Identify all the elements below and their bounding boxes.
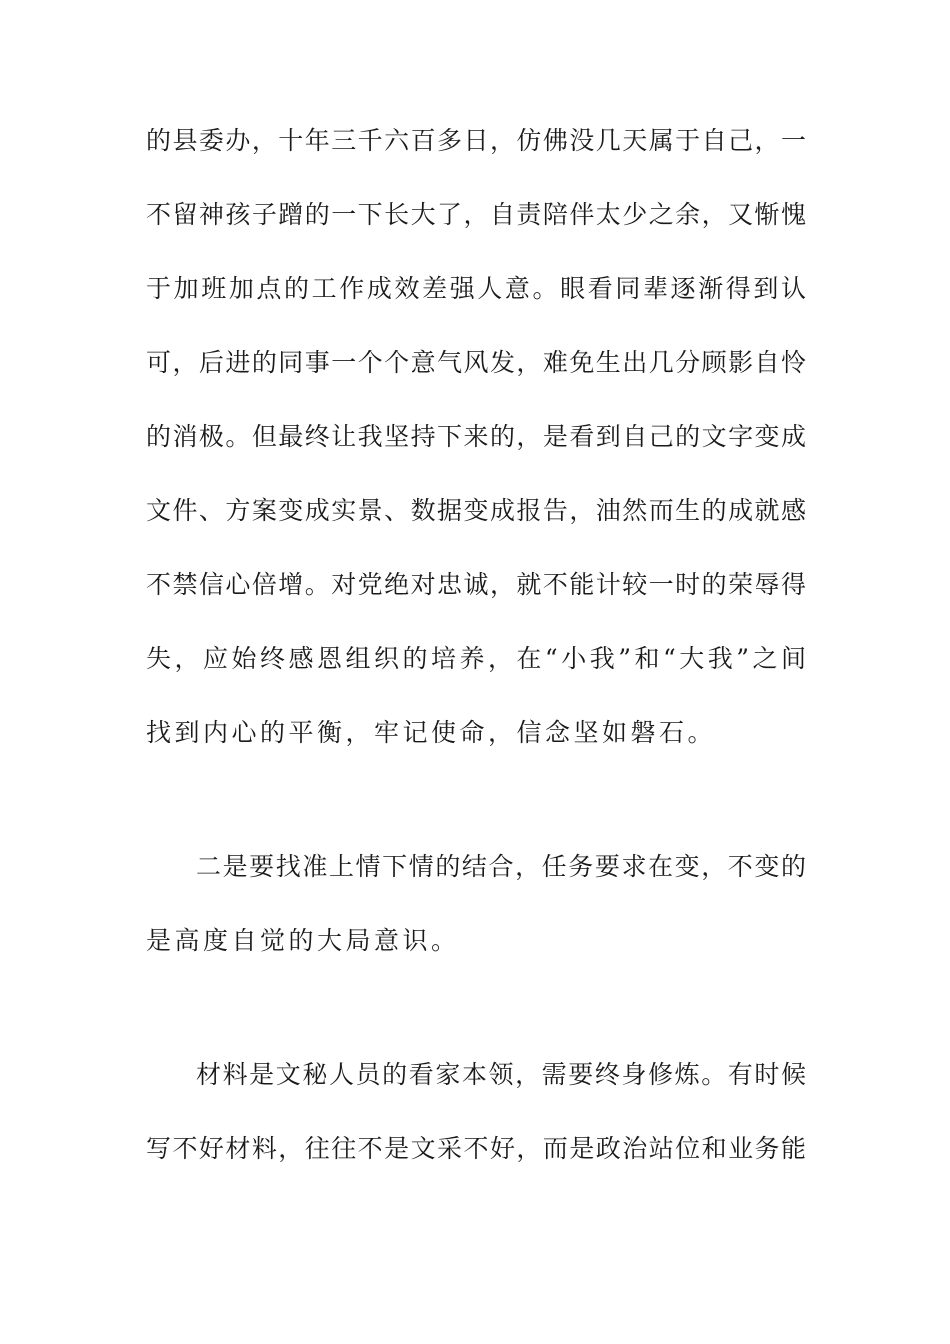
text-line: 不禁信心倍增。对党绝对忠诚，就不能计较一时的荣辱得 [146,570,806,599]
text-line: 于加班加点的工作成效差强人意。眼看同辈逐渐得到认 [146,274,806,303]
text-line: 的县委办，十年三千六百多日，仿佛没几天属于自己，一 [146,126,806,155]
text-line: 材料是文秘人员的看家本领，需要终身修炼。有时候 [196,1060,806,1089]
text-line: 写不好材料，往往不是文采不好，而是政治站位和业务能 [146,1134,806,1163]
text-line: 二是要找准上情下情的结合，任务要求在变，不变的 [196,852,806,881]
text-line: 的消极。但最终让我坚持下来的，是看到自己的文字变成 [146,422,806,451]
text-line: 可，后进的同事一个个意气风发，难免生出几分顾影自怜 [146,348,806,377]
text-line: 不留神孩子蹭的一下长大了，自责陪伴太少之余，又惭愧 [146,200,806,229]
text-line: 找到内心的平衡，牢记使命，信念坚如磐石。 [146,718,717,747]
text-line: 失，应始终感恩组织的培养，在“小我”和“大我”之间 [146,644,806,673]
text-line: 是高度自觉的大局意识。 [146,926,460,955]
text-line: 文件、方案变成实景、数据变成报告，油然而生的成就感 [146,496,806,525]
